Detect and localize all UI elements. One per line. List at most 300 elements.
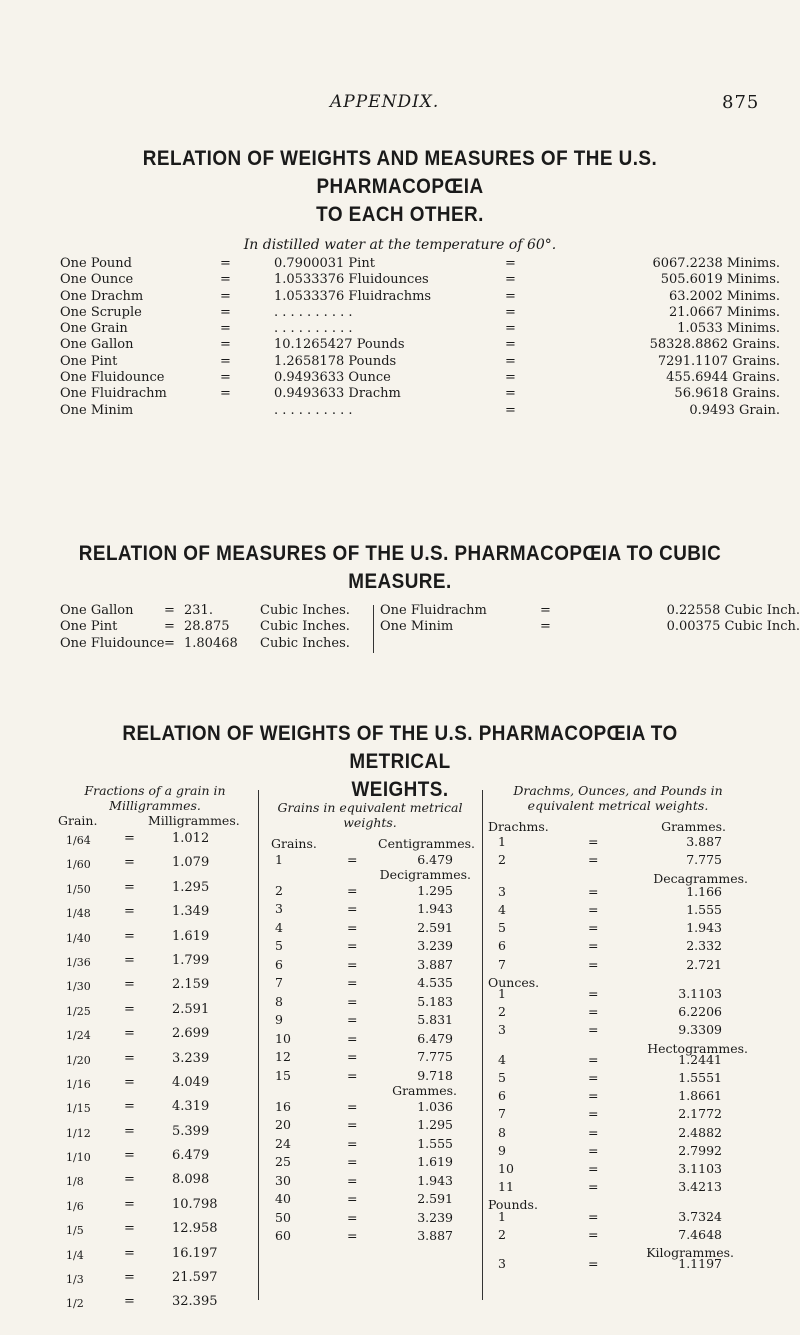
row-name: One Grain (60, 321, 128, 337)
grain-metric: 5.831 (417, 1012, 453, 1027)
row-result: 6067.2238 Minims. (652, 256, 780, 271)
drachm-metric: 1.555 (686, 902, 722, 917)
row-name: One Fluidrachm (60, 386, 167, 402)
fraction-row (60, 977, 250, 1001)
fraction-grain: 1/4 (66, 1248, 84, 1262)
row-name: One Scruple (60, 304, 142, 320)
cubic-equals: = (540, 619, 551, 635)
row-value: 1.0533376 Fluidounces (274, 272, 429, 288)
fraction-row (60, 1124, 250, 1148)
fraction-row (60, 953, 250, 977)
drachm-count: 7 (498, 1106, 506, 1122)
row-value: 10.1265427 Pounds (274, 337, 405, 353)
fraction-mg: 8.098 (172, 1172, 210, 1188)
fraction-row (60, 1221, 250, 1245)
grain-metric: 1.619 (417, 1154, 453, 1169)
drachm-metric: 6.2206 (678, 1004, 722, 1020)
fraction-equals: = (124, 831, 135, 846)
fraction-grain: 1/24 (66, 1029, 91, 1043)
grain-count: 1 (275, 851, 283, 867)
fraction-row (60, 1002, 250, 1026)
fraction-equals: = (124, 1001, 135, 1017)
row-result: 1.0533 Minims. (677, 321, 780, 337)
cubic-unit: Cubic Inches. (260, 619, 350, 635)
decagrammes-label: Decagrammes. (653, 870, 748, 886)
drachm-equals: = (588, 1256, 599, 1272)
drachm-count: 2 (498, 1004, 506, 1020)
section2-title-line1: RELATION OF MEASURES OF THE U.S. PHARMACOPŒIA TO CUBIC (78, 542, 722, 565)
grain-equals: = (347, 938, 358, 953)
cubic-value: 0.00375 Cubic Inch. (666, 619, 800, 635)
col-divider-1 (258, 790, 259, 1300)
drachm-count: 6 (498, 1088, 506, 1104)
fractions-head-milligrammes: Milligrammes. (148, 813, 240, 828)
grains-head: Grains. (271, 836, 317, 851)
fraction-grain: 1/16 (66, 1077, 91, 1091)
drachm-equals: = (588, 938, 599, 954)
drachm-metric: 1.2441 (678, 1051, 722, 1067)
fraction-equals: = (124, 1074, 135, 1090)
grain-metric: 1.555 (417, 1135, 453, 1151)
drachm-equals: = (588, 1124, 599, 1140)
row-value: . . . . . . . . . . (274, 321, 353, 337)
row-value: 1.0533376 Fluidrachms (274, 288, 432, 304)
grain-equals: = (347, 1098, 358, 1114)
grain-metric: 9.718 (417, 1067, 453, 1083)
grain-count: 4 (275, 919, 283, 935)
row-equals: = (220, 288, 231, 304)
col-divider-2 (482, 790, 483, 1300)
drachm-metric: 3.887 (686, 834, 722, 850)
weights-row (60, 321, 780, 337)
drachm-metric: 1.943 (686, 920, 722, 936)
cubic-name: One Pint (60, 619, 118, 635)
section1-note: In distilled water at the temperature of 60°. (243, 237, 557, 253)
grain-equals: = (347, 975, 358, 990)
fraction-row (60, 1148, 250, 1172)
grain-metric: 1.943 (417, 901, 453, 916)
ounces-label: Ounces. (488, 974, 540, 990)
drachm-equals: = (588, 883, 599, 899)
weights-row (60, 337, 780, 353)
fraction-mg: 4.319 (172, 1099, 210, 1115)
drachm-equals: = (588, 986, 599, 1001)
row-equals-2: = (505, 370, 516, 386)
drachm-count: 2 (498, 1226, 506, 1242)
grain-metric: 1.036 (417, 1098, 453, 1114)
fraction-mg: 1.799 (172, 952, 210, 968)
fraction-mg: 21.597 (172, 1270, 218, 1286)
fraction-mg: 1.349 (172, 904, 210, 920)
grain-count: 8 (275, 993, 283, 1009)
cubic-value: 0.22558 Cubic Inch. (666, 603, 800, 618)
fraction-row (60, 1172, 250, 1196)
fraction-equals: = (124, 1245, 135, 1261)
grain-count: 10 (275, 1030, 291, 1046)
fraction-grain: 1/20 (66, 1053, 91, 1067)
cubic-name: One Gallon (60, 603, 134, 618)
row-value: . . . . . . . . . . (274, 402, 353, 418)
drachm-equals: = (588, 1208, 599, 1224)
drachm-metric: 3.7324 (678, 1208, 722, 1224)
fraction-row (60, 831, 250, 855)
drachm-count: 3 (498, 883, 506, 899)
row-equals: = (220, 337, 231, 353)
cubic-row (60, 619, 380, 635)
cubic-equals: = (164, 603, 175, 618)
drachm-metric: 3.1103 (678, 986, 722, 1001)
grain-equals: = (347, 1228, 358, 1243)
fraction-grain: 1/10 (66, 1151, 91, 1165)
drachm-metric: 9.3309 (678, 1022, 722, 1038)
section1-table (60, 256, 780, 421)
grain-count: 16 (275, 1098, 291, 1114)
section2-title-line2: MEASURE. (348, 570, 452, 593)
grain-metric: 4.535 (417, 975, 453, 990)
drachm-equals: = (588, 1226, 599, 1242)
row-name: One Minim (60, 402, 134, 418)
grain-count: 9 (275, 1012, 283, 1027)
drachm-equals: = (588, 1022, 599, 1038)
cubic-unit: Cubic Inches. (260, 603, 350, 618)
fraction-equals: = (124, 1270, 135, 1286)
drachm-metric: 2.1772 (678, 1106, 722, 1122)
fraction-mg: 4.049 (172, 1074, 210, 1090)
fraction-mg: 12.958 (172, 1221, 218, 1237)
drachm-equals: = (588, 1051, 599, 1067)
fraction-equals: = (124, 1050, 135, 1066)
cubic-row (380, 603, 800, 619)
fraction-equals: = (124, 904, 135, 920)
cubic-equals: = (164, 619, 175, 635)
fraction-mg: 6.479 (172, 1148, 210, 1164)
fraction-grain: 1/48 (66, 907, 91, 921)
row-equals: = (220, 353, 231, 369)
weights-row (60, 256, 780, 272)
fraction-row (60, 1270, 250, 1294)
grain-equals: = (347, 851, 358, 867)
grain-equals: = (347, 1209, 358, 1225)
cubic-value: 231. (184, 603, 213, 618)
section1-title-line2: TO EACH OTHER. (316, 203, 484, 226)
drachm-equals: = (588, 1179, 599, 1195)
drachm-count: 10 (498, 1161, 514, 1176)
fraction-grain: 1/40 (66, 931, 91, 945)
grain-count: 25 (275, 1154, 291, 1169)
fraction-mg: 1.295 (172, 879, 210, 895)
fraction-row (60, 1294, 250, 1318)
grain-equals: = (347, 1172, 358, 1188)
fraction-row (60, 904, 250, 928)
row-result: 63.2002 Minims. (668, 288, 780, 304)
row-result: 455.6944 Grains. (666, 370, 780, 386)
drachms-subtitle-2: equivalent metrical weights. (527, 798, 709, 813)
cubic-equals: = (540, 603, 551, 618)
fraction-equals: = (124, 1196, 135, 1212)
drachm-count: 1 (498, 834, 506, 850)
drachm-count: 1 (498, 986, 506, 1001)
drachm-metric: 2.721 (686, 956, 722, 972)
fraction-mg: 5.399 (172, 1123, 210, 1139)
cubic-name: One Fluidrachm (380, 603, 487, 618)
row-equals: = (220, 321, 231, 337)
drachm-count: 4 (498, 902, 506, 917)
row-result: 58328.8862 Grains. (649, 337, 780, 353)
weights-row (60, 289, 780, 305)
row-equals-2: = (505, 256, 516, 271)
cubic-name: One Fluidounce (60, 635, 165, 651)
drachm-count: 11 (498, 1179, 514, 1195)
fraction-equals: = (124, 1221, 135, 1237)
fraction-equals: = (124, 952, 135, 968)
fraction-row (60, 880, 250, 904)
fraction-row (60, 1075, 250, 1099)
row-result: 21.0667 Minims. (668, 304, 780, 320)
fraction-equals: = (124, 879, 135, 895)
row-name: One Pint (60, 353, 118, 369)
grain-count: 40 (275, 1191, 291, 1206)
cubic-equals: = (164, 635, 175, 651)
fraction-grain: 1/30 (66, 980, 91, 994)
section1-title (76, 145, 724, 229)
row-value: 0.9493633 Ounce (274, 370, 391, 386)
grain-equals: = (347, 993, 358, 1009)
fraction-row (60, 1099, 250, 1123)
drachm-metric: 2.4882 (678, 1124, 722, 1140)
centigrammes-head: Centigrammes. (378, 836, 475, 851)
fraction-equals: = (124, 1099, 135, 1115)
drachm-metric: 1.5551 (678, 1070, 722, 1085)
grain-count: 50 (275, 1209, 291, 1225)
fraction-grain: 1/8 (66, 1175, 84, 1189)
fraction-grain: 1/12 (66, 1126, 91, 1140)
row-result: 56.9618 Grains. (674, 386, 780, 402)
decigrammes-label: Decigrammes. (379, 867, 471, 882)
grammes-head: Grammes. (661, 819, 726, 834)
grain-equals: = (347, 919, 358, 935)
row-name: One Ounce (60, 272, 134, 288)
fraction-row (60, 1026, 250, 1050)
grain-metric: 3.239 (417, 1209, 453, 1225)
grain-count: 60 (275, 1228, 291, 1243)
grain-count: 5 (275, 938, 283, 953)
drachm-count: 3 (498, 1022, 506, 1038)
fraction-mg: 1.079 (172, 855, 210, 871)
grain-equals: = (347, 956, 358, 972)
grain-equals: = (347, 1135, 358, 1151)
section2-divider (373, 605, 374, 653)
fraction-row (60, 1197, 250, 1221)
fraction-equals: = (124, 1123, 135, 1139)
weights-row (60, 305, 780, 321)
grains-subtitle-2: weights. (343, 815, 397, 830)
drachm-equals: = (588, 852, 599, 868)
drachm-count: 1 (498, 1208, 506, 1224)
fractions-subtitle-1: Fractions of a grain in (84, 783, 226, 798)
row-equals-2: = (505, 304, 516, 320)
fraction-mg: 16.197 (172, 1245, 218, 1261)
weights-row (60, 403, 780, 419)
fraction-mg: 2.591 (172, 1001, 210, 1017)
fractions-table (60, 783, 250, 1319)
fraction-mg: 32.395 (172, 1294, 218, 1310)
fraction-grain: 1/2 (66, 1297, 84, 1311)
drachm-count: 5 (498, 920, 506, 936)
drachm-equals: = (588, 956, 599, 972)
hectogrammes-label: Hectogrammes. (647, 1040, 748, 1056)
fraction-row (60, 855, 250, 879)
grain-metric: 3.887 (417, 956, 453, 972)
row-equals-2: = (505, 402, 516, 418)
drachm-equals: = (588, 1070, 599, 1085)
fraction-grain: 1/25 (66, 1004, 91, 1018)
kilogrammes-label: Kilogrammes. (646, 1245, 734, 1260)
drachms-subtitle-1: Drachms, Ounces, and Pounds in (513, 783, 723, 798)
cubic-unit: Cubic Inches. (260, 635, 350, 651)
grain-count: 3 (275, 901, 283, 916)
fraction-equals: = (124, 1026, 135, 1042)
drachm-equals: = (588, 1106, 599, 1122)
cubic-row (60, 603, 380, 619)
fraction-grain: 1/64 (66, 834, 91, 847)
drachm-metric: 7.775 (686, 852, 722, 868)
grain-equals: = (347, 1030, 358, 1046)
grain-count: 7 (275, 975, 283, 990)
cubic-row (380, 619, 800, 635)
drachm-count: 3 (498, 1256, 506, 1272)
weights-row (60, 354, 780, 370)
grain-metric: 5.183 (417, 993, 453, 1009)
fraction-equals: = (124, 928, 135, 944)
grain-metric: 6.479 (417, 1030, 453, 1046)
fraction-equals: = (124, 977, 135, 993)
pounds-label: Pounds. (488, 1197, 538, 1213)
row-equals-2: = (505, 386, 516, 402)
drachm-count: 8 (498, 1124, 506, 1140)
row-equals: = (220, 304, 231, 320)
cubic-name: One Minim (380, 619, 454, 635)
weights-row (60, 370, 780, 386)
drachm-equals: = (588, 920, 599, 936)
section3-title-line2: WEIGHTS. (351, 778, 449, 801)
fraction-row (60, 929, 250, 953)
row-value: 0.7900031 Pint (274, 256, 375, 271)
grain-count: 24 (275, 1135, 291, 1151)
drachm-count: 7 (498, 956, 506, 972)
row-name: One Pound (60, 256, 132, 271)
fraction-grain: 1/5 (66, 1224, 84, 1238)
row-result: 505.6019 Minims. (660, 272, 780, 288)
grammes-label: Grammes. (392, 1083, 457, 1098)
running-header: APPENDIX. (330, 92, 440, 112)
drachm-count: 6 (498, 938, 506, 954)
row-equals: = (220, 256, 231, 271)
row-value: 0.9493633 Drachm (274, 386, 401, 402)
row-name: One Drachm (60, 288, 144, 304)
weights-row (60, 386, 780, 402)
grain-equals: = (347, 882, 358, 898)
grain-count: 2 (275, 882, 283, 898)
fraction-mg: 2.699 (172, 1026, 210, 1042)
fraction-grain: 1/15 (66, 1102, 91, 1116)
row-equals-2: = (505, 288, 516, 304)
fraction-row (60, 1051, 250, 1075)
fractions-head-grain: Grain. (58, 813, 98, 828)
grain-equals: = (347, 1049, 358, 1064)
fraction-equals: = (124, 1294, 135, 1310)
drachm-equals: = (588, 1161, 599, 1176)
row-equals-2: = (505, 272, 516, 288)
grain-count: 30 (275, 1172, 291, 1188)
grain-metric: 1.295 (417, 882, 453, 898)
fraction-row (60, 1246, 250, 1270)
grain-equals: = (347, 1117, 358, 1132)
grain-metric: 1.295 (417, 1117, 453, 1132)
drachm-metric: 7.4648 (678, 1226, 722, 1242)
row-name: One Fluidounce (60, 370, 165, 386)
fraction-grain: 1/36 (66, 955, 91, 969)
drachm-equals: = (588, 902, 599, 917)
section2-title (76, 540, 724, 596)
cubic-value: 28.875 (184, 619, 230, 635)
row-result: 7291.1107 Grains. (657, 353, 780, 369)
drachm-metric: 1.166 (686, 883, 722, 899)
fraction-mg: 2.159 (172, 977, 210, 993)
row-equals: = (220, 272, 231, 288)
drachm-metric: 3.4213 (678, 1179, 722, 1195)
row-value: . . . . . . . . . . (274, 304, 353, 320)
grain-metric: 3.887 (417, 1228, 453, 1243)
grain-equals: = (347, 1154, 358, 1169)
fraction-grain: 1/3 (66, 1273, 84, 1287)
drachm-count: 5 (498, 1070, 506, 1085)
drachm-metric: 2.332 (686, 938, 722, 954)
drachm-equals: = (588, 1004, 599, 1020)
section1-title-line1: RELATION OF WEIGHTS AND MEASURES OF THE U.S. PHARMACOPŒIA (142, 147, 658, 198)
fraction-grain: 1/50 (66, 882, 91, 896)
fraction-grain: 1/6 (66, 1199, 84, 1213)
row-result: 0.9493 Grain. (689, 402, 780, 418)
grain-count: 6 (275, 956, 283, 972)
drachm-count: 2 (498, 852, 506, 868)
fractions-subtitle-2: Milligrammes. (109, 798, 201, 813)
grain-count: 12 (275, 1049, 291, 1064)
grain-metric: 3.239 (417, 938, 453, 953)
grains-subtitle-1: Grains in equivalent metrical (277, 800, 463, 815)
row-name: One Gallon (60, 337, 134, 353)
grain-equals: = (347, 1012, 358, 1027)
drachm-equals: = (588, 834, 599, 850)
section3-title-line1: RELATION OF WEIGHTS OF THE U.S. PHARMACOPŒIA TO METRICAL (122, 722, 678, 773)
drachms-table (488, 783, 748, 1319)
fraction-mg: 3.239 (172, 1050, 210, 1066)
page-number: 875 (722, 92, 760, 113)
fraction-equals: = (124, 855, 135, 871)
fraction-equals: = (124, 1172, 135, 1188)
drachms-head: Drachms. (488, 819, 549, 834)
drachm-count: 4 (498, 1051, 506, 1067)
grain-metric: 1.943 (417, 1172, 453, 1188)
drachm-equals: = (588, 1142, 599, 1158)
grains-table (265, 800, 475, 1306)
grain-metric: 6.479 (417, 851, 453, 867)
grain-metric: 2.591 (417, 1191, 453, 1206)
drachm-metric: 1.8661 (678, 1088, 722, 1104)
weights-row (60, 272, 780, 288)
drachm-equals: = (588, 1088, 599, 1104)
fraction-equals: = (124, 1148, 135, 1164)
row-equals: = (220, 370, 231, 386)
